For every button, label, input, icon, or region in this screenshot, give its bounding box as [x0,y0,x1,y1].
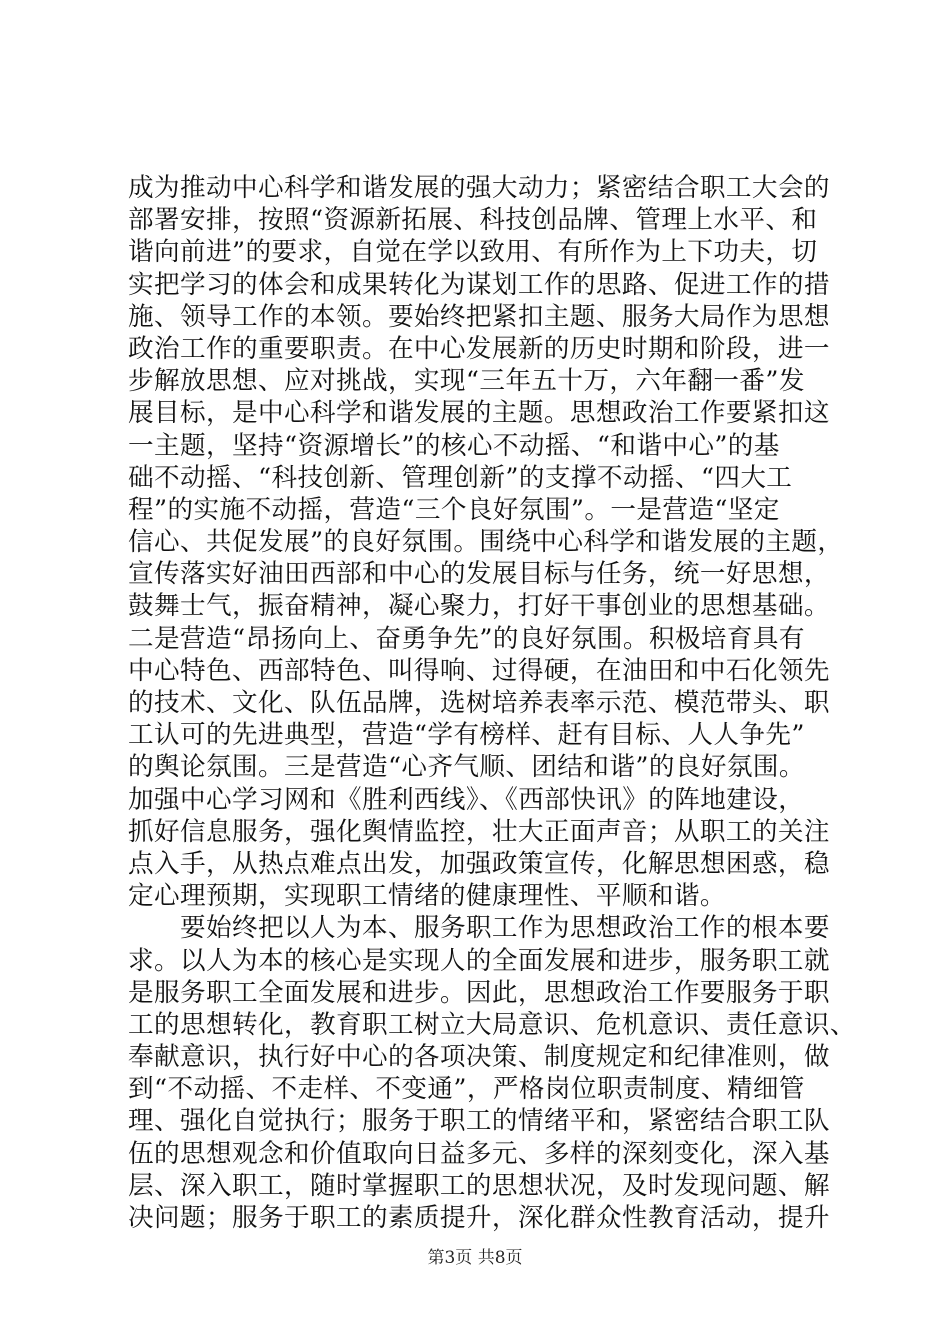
text-line: 奉献意识，执行好中心的各项决策、制度规定和纪律准则，做 [128,1042,830,1073]
text-line: 中心特色、西部特色、叫得响、过得硬，在油田和中石化领先 [128,655,830,686]
paragraph-start-line: 要始终把以人为本、服务职工作为思想政治工作的根本要 [180,913,830,944]
body-text [128,172,856,1234]
text-line: 工认可的先进典型，营造“学有榜样、赶有目标、人人争先” [128,720,805,751]
text-line: 步解放思想、应对挑战，实现“三年五十万，六年翻一番”发 [128,366,805,397]
text-line: 到“不动摇、不走样、不变通”，严格岗位职责制度、精细管 [128,1074,805,1105]
text-line: 政治工作的重要职责。在中心发展新的历史时期和阶段，进一 [128,333,830,364]
text-line: 是服务职工全面发展和进步。因此，思想政治工作要服务于职 [128,977,830,1008]
text-line: 求。以人为本的核心是实现人的全面发展和进步，服务职工就 [128,945,830,976]
text-line: 工的思想转化，教育职工树立大局意识、危机意识、责任意识、 [128,1009,856,1040]
text-line: 信心、共促发展”的良好氛围。围绕中心科学和谐发展的主题， [128,527,844,558]
text-line: 程”的实施不动摇，营造“三个良好氛围”。一是营造“坚定 [128,494,780,525]
text-line: 实把学习的体会和成果转化为谋划工作的思路、促进工作的措 [128,269,830,300]
text-line: 理、强化自觉执行；服务于职工的情绪平和，紧密结合职工队 [128,1106,830,1137]
text-line: 展目标，是中心科学和谐发展的主题。思想政治工作要紧扣这 [128,398,830,429]
text-line: 宣传落实好油田西部和中心的发展目标与任务，统一好思想， [128,559,830,590]
text-line: 谐向前进”的要求，自觉在学以致用、有所作为上下功夫，切 [128,237,818,268]
text-line: 层、深入职工，随时掌握职工的思想状况，及时发现问题、解 [128,1170,830,1201]
text-line: 鼓舞士气，振奋精神，凝心聚力，打好干事创业的思想基础。 [128,591,830,622]
text-line: 的技术、文化、队伍品牌，选树培养表率示范、模范带头、职 [128,688,830,718]
page-footer: 第3页 共8页 [427,1248,523,1268]
text-line: 的舆论氛围。三是营造“心齐气顺、团结和谐”的良好氛围。 [128,752,805,783]
text-line: 加强中心学习网和《胜利西线》、《西部快讯》的阵地建设， [128,784,805,815]
text-line: 成为推动中心科学和谐发展的强大动力；紧密结合职工大会的 [128,173,830,203]
text-line: 决问题；服务于职工的素质提升，深化群众性教育活动，提升 [128,1203,830,1233]
text-line: 伍的思想观念和价值取向日益多元、多样的深刻变化，深入基 [128,1138,830,1169]
text-line: 二是营造“昂扬向上、奋勇争先”的良好氛围。积极培育具有 [128,623,805,654]
text-line: 础不动摇、“科技创新、管理创新”的支撑不动摇、“四大工 [128,462,793,493]
text-line: 一主题，坚持“资源增长”的核心不动摇、“和谐中心”的基 [128,430,780,461]
text-line: 抓好信息服务，强化舆情监控，壮大正面声音；从职工的关注 [128,816,830,847]
text-line: 部署安排，按照“资源新拓展、科技创品牌、管理上水平、和 [128,205,818,236]
text-line: 点入手，从热点难点出发，加强政策宣传，化解思想困惑，稳 [128,848,830,879]
text-line: 定心理预期，实现职工情绪的健康理性、平顺和谐。 [128,881,726,912]
text-line: 施、领导工作的本领。要始终把紧扣主题、服务大局作为思想 [128,301,830,332]
